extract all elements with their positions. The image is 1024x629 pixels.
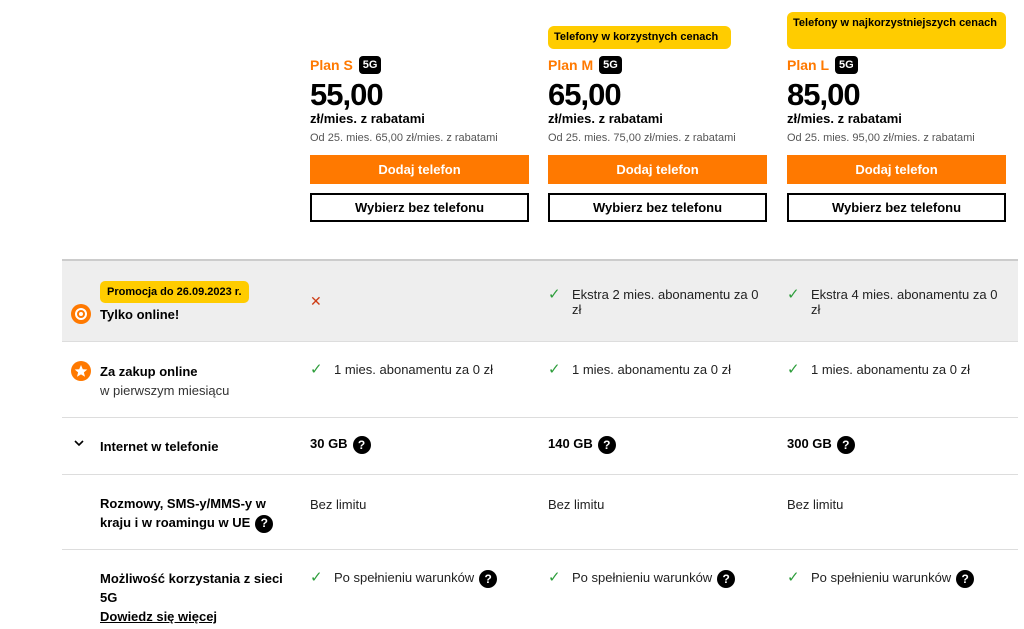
promo-row (62, 259, 1018, 342)
add-phone-button[interactable]: Dodaj telefon (548, 155, 767, 184)
internet-label: Internet w telefonie (100, 439, 219, 454)
help-icon[interactable]: ? (717, 570, 735, 588)
cross-icon: ✕ (310, 293, 322, 309)
online-label: Za zakup online (100, 364, 198, 379)
add-phone-button[interactable]: Dodaj telefon (787, 155, 1006, 184)
choose-without-phone-button[interactable]: Wybierz bez telefonu (787, 193, 1006, 222)
online-cell-text: 1 mies. abonamentu za 0 zł (811, 362, 970, 377)
calls-cell-s: Bez limitu (310, 497, 367, 512)
choose-without-phone-button[interactable]: Wybierz bez telefonu (548, 193, 767, 222)
calls-cell-m: Bez limitu (548, 497, 605, 512)
data-amount: 30 GB (310, 436, 348, 451)
price-after-note: Od 25. mies. 65,00 zł/mies. z rabatami (310, 132, 498, 144)
online-purchase-row (62, 342, 1018, 418)
online-cell-m (548, 362, 762, 377)
online-sublabel: w pierwszym miesiącu (100, 383, 230, 398)
check-icon: ✓ (548, 361, 561, 378)
calls-label: Rozmowy, SMS-y/MMS-y w kraju i w roamingu w UE (100, 496, 266, 530)
help-icon[interactable]: ? (353, 436, 371, 454)
chevron-down-icon[interactable] (74, 436, 84, 450)
check-icon: ✓ (787, 569, 800, 586)
internet-cell-s (310, 436, 371, 454)
5g-cell-text: Po spełnieniu warunków (572, 570, 713, 585)
learn-more-link[interactable]: Dowiedz się więcej (100, 609, 218, 624)
promo-cell-text: Ekstra 4 mies. abonamentu za 0 zł (811, 287, 998, 317)
5g-label: Możliwość korzystania z sieci 5G (100, 571, 283, 605)
plan-promo-badge: Telefony w najkorzystniejszych cenach (787, 12, 1006, 49)
check-icon: ✓ (310, 361, 323, 378)
online-feature (100, 362, 229, 400)
5g-cell-text: Po spełnieniu warunków (334, 570, 475, 585)
internet-row[interactable] (62, 418, 1018, 475)
plan-price: 65,00 (548, 77, 621, 112)
promo-date-badge: Promocja do 26.09.2023 r. (100, 281, 249, 303)
check-icon: ✓ (787, 286, 800, 303)
5g-cell-m (548, 570, 735, 588)
promo-cell-l (787, 287, 1001, 317)
plan-price: 55,00 (310, 77, 383, 112)
5g-row (62, 550, 1018, 629)
price-unit: zł/mies. z rabatami (787, 111, 902, 126)
promo-label: Tylko online! (100, 307, 180, 322)
calls-feature (100, 494, 290, 533)
check-icon: ✓ (787, 361, 800, 378)
promo-cell-text: Ekstra 2 mies. abonamentu za 0 zł (572, 287, 759, 317)
plan-name-label: Plan M (548, 57, 594, 73)
promo-icon (71, 304, 91, 324)
help-icon[interactable]: ? (956, 570, 974, 588)
choose-without-phone-button[interactable]: Wybierz bez telefonu (310, 193, 529, 222)
5g-badge: 5G (835, 56, 858, 74)
data-amount: 140 GB (548, 436, 593, 451)
price-unit: zł/mies. z rabatami (310, 111, 425, 126)
plan-name-label: Plan L (787, 57, 830, 73)
add-phone-button[interactable]: Dodaj telefon (310, 155, 529, 184)
5g-feature (100, 569, 300, 626)
calls-cell-l: Bez limitu (787, 497, 844, 512)
help-icon[interactable]: ? (598, 436, 616, 454)
plan-name-label: Plan S (310, 57, 353, 73)
internet-cell-l (787, 436, 855, 454)
star-icon (71, 361, 91, 381)
5g-cell-l (787, 570, 974, 588)
help-icon[interactable]: ? (255, 515, 273, 533)
plan-promo-badge: Telefony w korzystnych cenach (548, 26, 731, 49)
price-after-note: Od 25. mies. 95,00 zł/mies. z rabatami (787, 132, 975, 144)
online-cell-text: 1 mies. abonamentu za 0 zł (572, 362, 731, 377)
plan-price: 85,00 (787, 77, 860, 112)
internet-cell-m (548, 436, 616, 454)
help-icon[interactable]: ? (479, 570, 497, 588)
check-icon: ✓ (548, 286, 561, 303)
online-cell-l (787, 362, 1001, 377)
price-unit: zł/mies. z rabatami (548, 111, 663, 126)
check-icon: ✓ (310, 569, 323, 586)
online-cell-s (310, 362, 524, 377)
calls-row (62, 475, 1018, 550)
plan-name (787, 56, 858, 74)
5g-badge: 5G (359, 56, 382, 74)
price-after-note: Od 25. mies. 75,00 zł/mies. z rabatami (548, 132, 736, 144)
plan-name (310, 56, 381, 74)
plan-name (548, 56, 622, 74)
5g-badge: 5G (599, 56, 622, 74)
help-icon[interactable]: ? (837, 436, 855, 454)
5g-cell-text: Po spełnieniu warunków (811, 570, 952, 585)
promo-cell-m (548, 287, 762, 317)
data-amount: 300 GB (787, 436, 832, 451)
5g-cell-s (310, 570, 497, 588)
promo-cell-s (310, 294, 322, 309)
check-icon: ✓ (548, 569, 561, 586)
online-cell-text: 1 mies. abonamentu za 0 zł (334, 362, 493, 377)
